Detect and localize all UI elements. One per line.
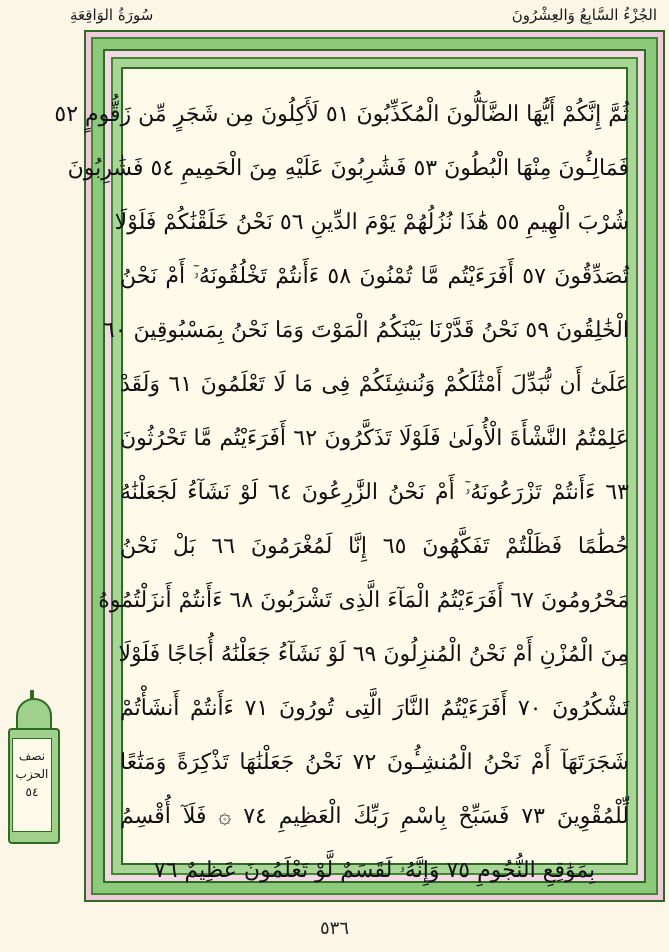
text-line: تُصَدِّقُونَ ٥٧ أَفَرَءَيْتُم مَّا تُمْنُونَ ٥٨ ءَأَنتُمْ تَخْلُقُونَهُۥٓ أَمْ نَحْنُ	[120, 264, 629, 289]
text-line: عَلِمْتُمُ النَّشْأَةَ الْأُولَىٰ فَلَوْلَا تَذَكَّرُونَ ٦٢ أَفَرَءَيْتُم مَّا تَحْرُثُونَ	[120, 426, 629, 451]
text-line: شُرْبَ الْهِيمِ ٥٥ هَٰذَا نُزُلُهُمْ يَوْمَ الدِّينِ ٥٦ نَحْنُ خَلَقْنَٰكُمْ فَلَوْلَا	[114, 210, 629, 235]
text-line: عَلَىٰٓ أَن نُّبَدِّلَ أَمْثَٰلَكُمْ وَنُنشِئَكُمْ فِى مَا لَا تَعْلَمُونَ ٦١ وَلَقَدْ	[120, 372, 630, 397]
hizb-label: الحزب	[15, 767, 49, 781]
text-line: حُطَٰمًا فَظَلْتُمْ تَفَكَّهُونَ ٦٥ إِنَّا لَمُغْرَمُونَ ٦٦ بَلْ نَحْنُ	[120, 534, 629, 559]
page-number: ٥٣٦	[319, 918, 349, 939]
text-line: فَمَالِـُٔونَ مِنْهَا الْبُطُونَ ٥٣ فَشَٰرِبُونَ عَلَيْهِ مِنَ الْحَمِيمِ ٥٤ فَشَٰرِبُونَ	[67, 156, 629, 181]
text-line: الْخَٰلِقُونَ ٥٩ نَحْنُ قَدَّرْنَا بَيْنَكُمُ الْمَوْتَ وَمَا نَحْنُ بِمَسْبُوقِينَ ٦٠	[102, 318, 629, 343]
text-line: لِّلْمُقْوِينَ ٧٣ فَسَبِّحْ بِاسْمِ رَبِّكَ الْعَظِيمِ ٧٤ ۞ فَلَآ أُقْسِمُ	[120, 804, 629, 829]
hizb-marker	[4, 690, 60, 845]
hizb-half-label: نصف	[18, 749, 46, 763]
text-line: بِمَوَٰقِعِ النُّجُومِ ٧٥ وَإِنَّهُۥ لَقَسَمٌ لَّوْ تَعْلَمُونَ عَظِيمٌ ٧٦	[153, 858, 596, 883]
juz-title: الجُزْءُ السَّابِعُ وَالعِشْرُونَ	[511, 6, 657, 24]
text-line: ٦٣ ءَأَنتُمْ تَزْرَعُونَهُۥٓ أَمْ نَحْنُ الزَّٰرِعُونَ ٦٤ لَوْ نَشَآءُ لَجَعَلْنَٰهُ	[120, 480, 629, 505]
text-line: مَحْرُومُونَ ٦٧ أَفَرَءَيْتُمُ الْمَآءَ الَّذِى تَشْرَبُونَ ٦٨ ءَأَنتُمْ أَنزَلْتُمُوهُ	[98, 588, 629, 613]
text-line: مِنَ الْمُزْنِ أَمْ نَحْنُ الْمُنزِلُونَ ٦٩ لَوْ نَشَآءُ جَعَلْنَٰهُ أُجَاجًا فَلَوْلَا	[118, 642, 629, 667]
marker-label	[12, 738, 52, 832]
hizb-number: ٥٤	[25, 785, 39, 799]
text-line: شَجَرَتَهَآ أَمْ نَحْنُ الْمُنشِـُٔونَ ٧٢ نَحْنُ جَعَلْنَٰهَا تَذْكِرَةً وَمَتَٰعًا	[120, 750, 629, 775]
text-line: تَشْكُرُونَ ٧٠ أَفَرَءَيْتُمُ النَّارَ الَّتِى تُورُونَ ٧١ ءَأَنتُمْ أَنشَأْتُمْ	[120, 696, 629, 721]
verse-text-block	[54, 88, 630, 898]
text-line: ثُمَّ إِنَّكُمْ أَيُّهَا الضَّآلُّونَ الْمُكَذِّبُونَ ٥١ لَأَكِلُونَ مِن شَجَرٍ مِّن زَقُّومٍ ٥٢	[54, 102, 629, 127]
surah-title: سُورَةُ الوَاقِعَةِ	[70, 6, 154, 24]
